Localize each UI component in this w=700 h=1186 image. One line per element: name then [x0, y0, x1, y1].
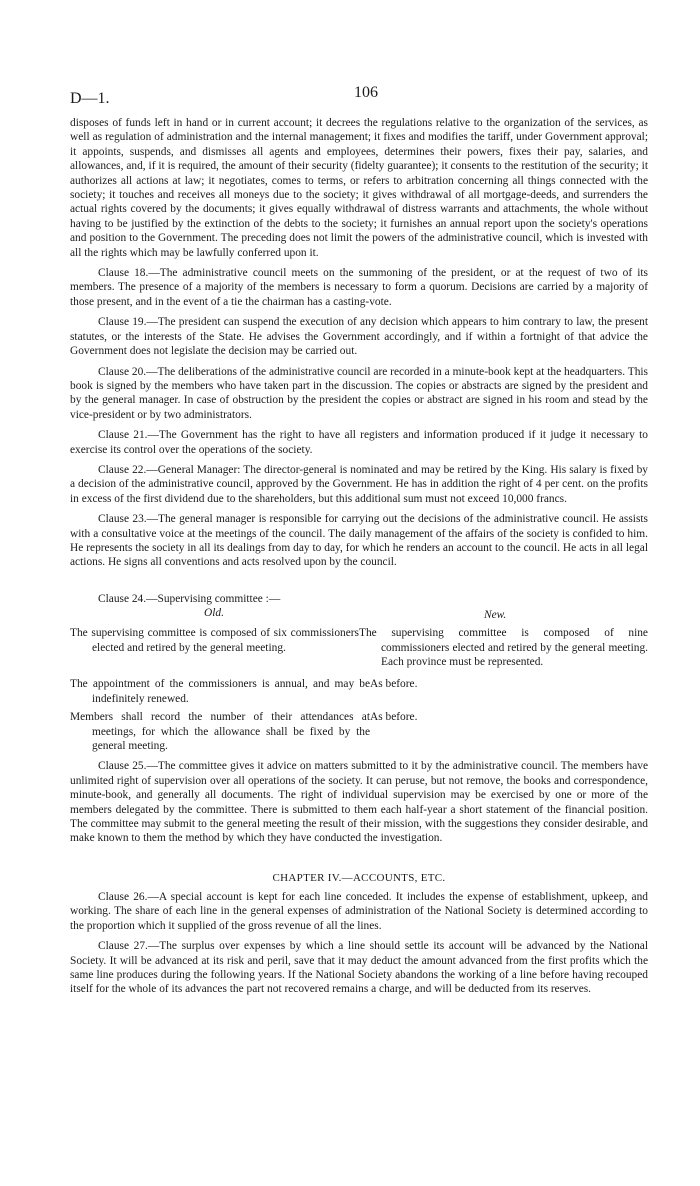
clause-20: Clause 20.—The deliberations of the administrative council are recorded in a minute-book kept at the headquarters. This book is signed by the members who have taken part in the discussion. The copies or abstracts are signed by the president and by the general manager. In case of obstruction by the president the copies or abstract are signed in his room and stead by the vice-president or by two administrators. — [70, 365, 648, 421]
new-provision: The supervising committee is composed of nine commissioners elected and retired by the general meeting. Each province must be represented. — [359, 627, 648, 668]
old-provision: The appointment of the commissioners is annual, and may be indefinitely renewed. — [70, 678, 370, 705]
page-number: 106 — [354, 84, 378, 101]
clause-24-title: Clause 24.—Supervising committee :— — [98, 592, 281, 605]
clause-26: Clause 26.—A special account is kept for each line conceded. It includes the expense of establishment, upkeep, and working. The share of each line in the general expenses of administration of the National Society is determined according to the proportion which it supplied of the gross revenue of all the lines. — [70, 890, 648, 932]
clause-21: Clause 21.—The Government has the right to have all registers and information produced if it judge it necessary to exercise its control over the operations of the society. — [70, 429, 648, 456]
clause-22: Clause 22.—General Manager: The director-general is nominated and may be retired by the King. His salary is fixed by a decision of the administrative council, approved by the Government. He has in addition the right of 4 per cent. on the profits in excess of the first dividend due to the shareholders, but this additional sum must not exceed 10,000 francs. — [70, 463, 648, 505]
chapter-heading: CHAPTER IV.—ACCOUNTS, ETC. — [272, 871, 446, 884]
page-header — [70, 0, 648, 116]
clause-24-comparison — [70, 592, 648, 754]
new-provision: As before. — [370, 678, 418, 691]
clause-18: Clause 18.—The administrative council meets on the summoning of the president, or at the request of two of its members. The presence of a majority of the members is necessary to form a quorum. Decisions are carried by a majority of those present, and in the event of a tie the chairman has a casting-vote. — [70, 267, 648, 308]
old-heading: Old. — [204, 607, 224, 620]
document-reference: D—1. — [70, 90, 110, 107]
new-provision: As before. — [370, 711, 418, 724]
comparison-headings — [70, 606, 648, 622]
clause-23: Clause 23.—The general manager is responsible for carrying out the decisions of the administrative council. He assists with a consultative voice at the meetings of the council. The daily management of the affairs of the society is confided to him. He represents the society in all its dealings from day to day, for which he renders an account to the council. He acts in all legal actions. He signs all conventions and acts resolved upon by the council. — [70, 513, 648, 569]
clause-25: Clause 25.—The committee gives it advice on matters submitted to it by the administrative council. The members have unlimited right of supervision over all operations of the society. It can peruse, but not remove, the books and correspondence, minute-book, and generally all documents. The right of individual supervision may be exercised by one or more of the members delegated by the committee. There is submitted to them each half-year a short statement of the financial position. The committee may submit to the general meeting the result of their mission, with the suggestions they consider desirable, and make known to them the method by which they have conducted the investigation. — [70, 760, 648, 845]
new-heading: New. — [484, 609, 507, 622]
comparison-row — [70, 710, 648, 753]
paragraph-continuation: disposes of funds left in hand or in current account; it decrees the regulations relative to the organization of the services, as well as regulation of administration and the internal management; it fixes and modifies the tariff, under Government approval; it appoints, suspends, and dismisses all agents and employees, determines their powers, fixes their pay, salaries, and allowances, and, if it is required, the amount of their security (fidelty guarantee); it consents to the restitution of the security; it authorizes all actions at law; it negotiates, comes to terms, or refers to arbitration concerning all things connected with the society; it touches and receives all moneys due to the society; it gives withdrawal of all mortgage-deeds, and surrenders the actual rights covered by the documents; it gives equally withdrawal of distress warrants and attachments, the whole without having to be justified by the extinction of the debts to the society; it furnishes an annual report upon the society's operations and position to the Government. The preceding does not limit the powers of the administrative council, which is invested with all the rights which may be lawfully conferred upon it. — [70, 117, 648, 259]
comparison-row — [70, 677, 648, 706]
old-provision: Members shall record the number of their attendances at meetings, for which the allowance shall be fixed by the general meeting. — [70, 711, 370, 753]
clause-27: Clause 27.—The surplus over expenses by which a line should settle its account will be advanced by the National Society. It will be advanced at its risk and peril, save that it may deduct the amount advanced from the first profits which the same line produces during the following years. If the National Society abandons the working of a line before having recouped itself for the whole of its advances the part not recovered remains a charge, and will be deducted from its reserves. — [70, 940, 648, 996]
old-provision: The supervising committee is composed of six commissioners elected and retired by the general meeting. — [70, 627, 359, 654]
clause-19: Clause 19.—The president can suspend the execution of any decision which appears to him contrary to law, the present statutes, or the interests of the State. He advises the Government accordingly, and if within a fortnight of that advice the Government does not legislate the decision may be carried out. — [70, 316, 648, 358]
comparison-row — [70, 626, 648, 669]
